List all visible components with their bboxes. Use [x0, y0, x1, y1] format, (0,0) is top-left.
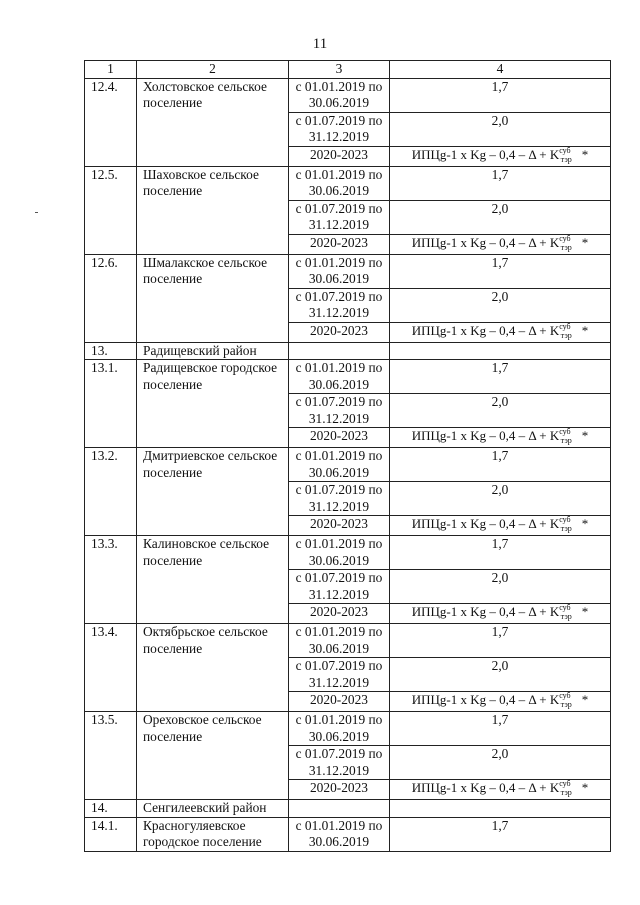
formula-main: ИПЦg-1 x Kg – 0,4 – Δ + K: [411, 780, 560, 796]
formula-cell: [390, 428, 611, 448]
formula-superscript: суб: [559, 145, 571, 155]
formula-superscript: суб: [559, 233, 571, 243]
row-number: 14.1.: [85, 817, 137, 851]
period-cell: с 01.07.2019 по 31.12.2019: [289, 570, 390, 604]
settlement-name: Красногуляевское городское поселение: [137, 817, 289, 851]
settlement-name: Радищевское городское поселение: [137, 360, 289, 448]
formula-main: ИПЦg-1 x Kg – 0,4 – Δ + K: [411, 234, 560, 250]
row-number: 13.: [85, 342, 137, 360]
formula-asterisk: *: [581, 322, 589, 338]
formula-main: ИПЦg-1 x Kg – 0,4 – Δ + K: [411, 146, 560, 162]
settlement-name: Шаховское сельское поселение: [137, 166, 289, 254]
period-cell: с 01.01.2019 по 30.06.2019: [289, 78, 390, 112]
index-value: 1,7: [390, 624, 611, 658]
index-value: 2,0: [390, 288, 611, 322]
period-cell: 2020-2023: [289, 780, 390, 800]
header-col-2: 2: [137, 61, 289, 79]
index-value: 2,0: [390, 746, 611, 780]
period-cell: 2020-2023: [289, 692, 390, 712]
table-row: [85, 711, 611, 745]
table-row: [85, 254, 611, 288]
period-cell: 2020-2023: [289, 146, 390, 166]
period-cell: с 01.01.2019 по 30.06.2019: [289, 817, 390, 851]
period-cell: с 01.07.2019 по 31.12.2019: [289, 658, 390, 692]
index-value: 1,7: [390, 78, 611, 112]
index-value: 1,7: [390, 166, 611, 200]
settlement-name: Дмитриевское сельское поселение: [137, 448, 289, 536]
formula-asterisk: *: [581, 428, 589, 444]
table-row: [85, 166, 611, 200]
index-value: 1,7: [390, 448, 611, 482]
tariff-table: [84, 60, 611, 852]
row-number: 14.: [85, 799, 137, 817]
formula-cell: [390, 780, 611, 800]
formula-subscript: тэр: [560, 154, 572, 164]
table-row: [85, 78, 611, 112]
period-cell: с 01.07.2019 по 31.12.2019: [289, 288, 390, 322]
formula-subscript: тэр: [560, 436, 572, 446]
formula-asterisk: *: [581, 234, 589, 250]
formula-cell: [390, 146, 611, 166]
row-number: 13.5.: [85, 711, 137, 799]
header-col-1: 1: [85, 61, 137, 79]
empty-cell: [390, 342, 611, 360]
formula-cell: [390, 604, 611, 624]
header-col-3: 3: [289, 61, 390, 79]
formula-superscript: суб: [559, 321, 571, 331]
district-name: Сенгилеевский район: [137, 799, 289, 817]
formula-subscript: тэр: [560, 788, 572, 798]
index-value: 2,0: [390, 200, 611, 234]
period-cell: с 01.07.2019 по 31.12.2019: [289, 394, 390, 428]
empty-cell: [289, 799, 390, 817]
header-row: [85, 61, 611, 79]
index-value: 1,7: [390, 360, 611, 394]
index-value: 2,0: [390, 570, 611, 604]
formula-asterisk: *: [581, 604, 589, 620]
index-value: 1,7: [390, 536, 611, 570]
period-cell: с 01.01.2019 по 30.06.2019: [289, 166, 390, 200]
settlement-name: Шмалакское сельское поселение: [137, 254, 289, 342]
row-number: 12.5.: [85, 166, 137, 254]
formula-cell: [390, 692, 611, 712]
formula-cell: [390, 234, 611, 254]
period-cell: с 01.01.2019 по 30.06.2019: [289, 360, 390, 394]
settlement-name: Октябрьское сельское поселение: [137, 624, 289, 712]
index-value: 2,0: [390, 658, 611, 692]
formula-asterisk: *: [581, 692, 589, 708]
period-cell: 2020-2023: [289, 322, 390, 342]
district-name: Радищевский район: [137, 342, 289, 360]
formula-subscript: тэр: [560, 612, 572, 622]
district-row: [85, 342, 611, 360]
table-row: [85, 817, 611, 851]
formula-main: ИПЦg-1 x Kg – 0,4 – Δ + K: [411, 604, 560, 620]
formula-superscript: суб: [559, 691, 571, 701]
table-row: [85, 448, 611, 482]
index-value: 2,0: [390, 394, 611, 428]
row-number: 12.4.: [85, 78, 137, 166]
period-cell: 2020-2023: [289, 604, 390, 624]
formula-superscript: суб: [559, 427, 571, 437]
formula-subscript: тэр: [560, 242, 572, 252]
table-row: [85, 536, 611, 570]
formula-subscript: тэр: [560, 330, 572, 340]
formula-main: ИПЦg-1 x Kg – 0,4 – Δ + K: [411, 692, 560, 708]
index-value: 1,7: [390, 711, 611, 745]
period-cell: с 01.01.2019 по 30.06.2019: [289, 448, 390, 482]
formula-superscript: суб: [559, 779, 571, 789]
formula-superscript: суб: [559, 603, 571, 613]
period-cell: 2020-2023: [289, 234, 390, 254]
period-cell: с 01.01.2019 по 30.06.2019: [289, 254, 390, 288]
formula-subscript: тэр: [560, 524, 572, 534]
settlement-name: Ореховское сельское поселение: [137, 711, 289, 799]
formula-subscript: тэр: [560, 700, 572, 710]
formula-cell: [390, 516, 611, 536]
empty-cell: [289, 342, 390, 360]
period-cell: с 01.07.2019 по 31.12.2019: [289, 746, 390, 780]
index-value: 2,0: [390, 482, 611, 516]
row-number: 13.3.: [85, 536, 137, 624]
period-cell: 2020-2023: [289, 516, 390, 536]
formula-asterisk: *: [581, 780, 589, 796]
formula-main: ИПЦg-1 x Kg – 0,4 – Δ + K: [411, 322, 560, 338]
table-row: [85, 624, 611, 658]
settlement-name: Калиновское сельское поселение: [137, 536, 289, 624]
page-number: 11: [312, 36, 328, 52]
formula-main: ИПЦg-1 x Kg – 0,4 – Δ + K: [411, 516, 560, 532]
formula-main: ИПЦg-1 x Kg – 0,4 – Δ + K: [411, 428, 560, 444]
formula-superscript: суб: [559, 515, 571, 525]
period-cell: 2020-2023: [289, 428, 390, 448]
scan-speck: [35, 212, 38, 213]
district-row: [85, 799, 611, 817]
header-col-4: 4: [390, 61, 611, 79]
period-cell: с 01.01.2019 по 30.06.2019: [289, 711, 390, 745]
period-cell: с 01.01.2019 по 30.06.2019: [289, 536, 390, 570]
table-row: [85, 360, 611, 394]
formula-cell: [390, 322, 611, 342]
formula-asterisk: *: [581, 516, 589, 532]
period-cell: с 01.01.2019 по 30.06.2019: [289, 624, 390, 658]
formula-asterisk: *: [581, 146, 589, 162]
settlement-name: Холстовское сельское поселение: [137, 78, 289, 166]
row-number: 13.4.: [85, 624, 137, 712]
period-cell: с 01.07.2019 по 31.12.2019: [289, 482, 390, 516]
row-number: 13.2.: [85, 448, 137, 536]
period-cell: с 01.07.2019 по 31.12.2019: [289, 200, 390, 234]
index-value: 2,0: [390, 112, 611, 146]
index-value: 1,7: [390, 817, 611, 851]
empty-cell: [390, 799, 611, 817]
period-cell: с 01.07.2019 по 31.12.2019: [289, 112, 390, 146]
row-number: 13.1.: [85, 360, 137, 448]
index-value: 1,7: [390, 254, 611, 288]
row-number: 12.6.: [85, 254, 137, 342]
